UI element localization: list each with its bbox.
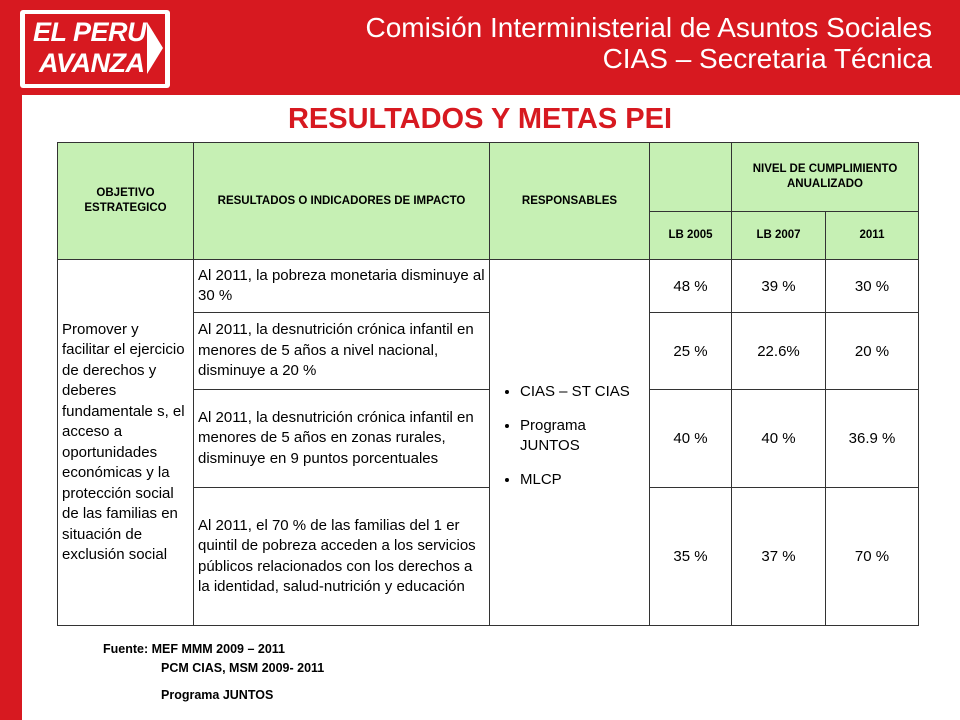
results-table bbox=[57, 142, 919, 626]
subheader-lb2005: LB 2005 bbox=[650, 212, 732, 260]
header-title bbox=[366, 12, 932, 74]
value-2011: 20 % bbox=[826, 313, 919, 390]
header-bar bbox=[0, 0, 960, 95]
responsables-list bbox=[494, 382, 645, 490]
value-lb2007: 22.6% bbox=[732, 313, 826, 390]
col-header-resultados: RESULTADOS O INDICADORES DE IMPACTO bbox=[194, 143, 490, 260]
value-2011: 30 % bbox=[826, 260, 919, 313]
source-line3: Programa JUNTOS bbox=[161, 688, 274, 702]
list-item: • CIAS – ST CIAS bbox=[520, 382, 645, 402]
list-item: • MLCP bbox=[520, 470, 645, 490]
logo-text-line2: AVANZA bbox=[39, 48, 145, 78]
list-item: • Programa JUNTOS bbox=[520, 416, 645, 456]
subheader-2011: 2011 bbox=[826, 212, 919, 260]
header-title-line1: Comisión Interministerial de Asuntos Sociales bbox=[365, 12, 932, 43]
responsables-cell bbox=[490, 260, 650, 626]
resultado-cell: Al 2011, la desnutrición crónica infantil en menores de 5 años en zonas rurales, disminuye en 9 puntos porcentuales bbox=[194, 390, 490, 488]
resultado-cell: Al 2011, la pobreza monetaria disminuye al 30 % bbox=[194, 260, 490, 313]
logo-text-line1: EL PERU bbox=[33, 17, 147, 47]
source-note bbox=[103, 640, 324, 705]
col-header-nivel: NIVEL DE CUMPLIMIENTO ANUALIZADO bbox=[732, 143, 919, 212]
col-header-objetivo: OBJETIVO ESTRATEGICO bbox=[58, 143, 194, 260]
value-2011: 36.9 % bbox=[826, 390, 919, 488]
objetivo-cell: Promover y facilitar el ejercicio de derechos y deberes fundamentale s, el acceso a oportunidades económicas y la protección social de las familias en situación de exclusión social bbox=[58, 260, 194, 626]
value-lb2005: 35 % bbox=[650, 488, 732, 626]
value-lb2005: 25 % bbox=[650, 313, 732, 390]
col-header-responsables: RESPONSABLES bbox=[490, 143, 650, 260]
value-2011: 70 % bbox=[826, 488, 919, 626]
source-line2: PCM CIAS, MSM 2009- 2011 bbox=[161, 661, 325, 675]
header-title-line2: CIAS – Secretaria Técnica bbox=[602, 43, 932, 74]
page-title: RESULTADOS Y METAS PEI bbox=[287, 103, 673, 135]
value-lb2007: 39 % bbox=[732, 260, 826, 313]
el-peru-avanza-logo bbox=[20, 10, 170, 88]
logo-arrow-icon bbox=[147, 22, 163, 74]
left-accent-bar bbox=[0, 95, 22, 720]
source-line1: Fuente: MEF MMM 2009 – 2011 bbox=[103, 642, 286, 656]
resultado-cell: Al 2011, el 70 % de las familias del 1 er quintil de pobreza acceden a los servicios públicos relacionados con los derechos a la identidad, salud-nutrición y educación bbox=[194, 488, 490, 626]
resultado-cell: Al 2011, la desnutrición crónica infantil en menores de 5 años a nivel nacional, disminuye a 20 % bbox=[194, 313, 490, 390]
value-lb2007: 37 % bbox=[732, 488, 826, 626]
value-lb2005: 48 % bbox=[650, 260, 732, 313]
table-row bbox=[58, 260, 919, 313]
value-lb2007: 40 % bbox=[732, 390, 826, 488]
col-header-blank bbox=[650, 143, 732, 212]
subheader-lb2007: LB 2007 bbox=[732, 212, 826, 260]
value-lb2005: 40 % bbox=[650, 390, 732, 488]
